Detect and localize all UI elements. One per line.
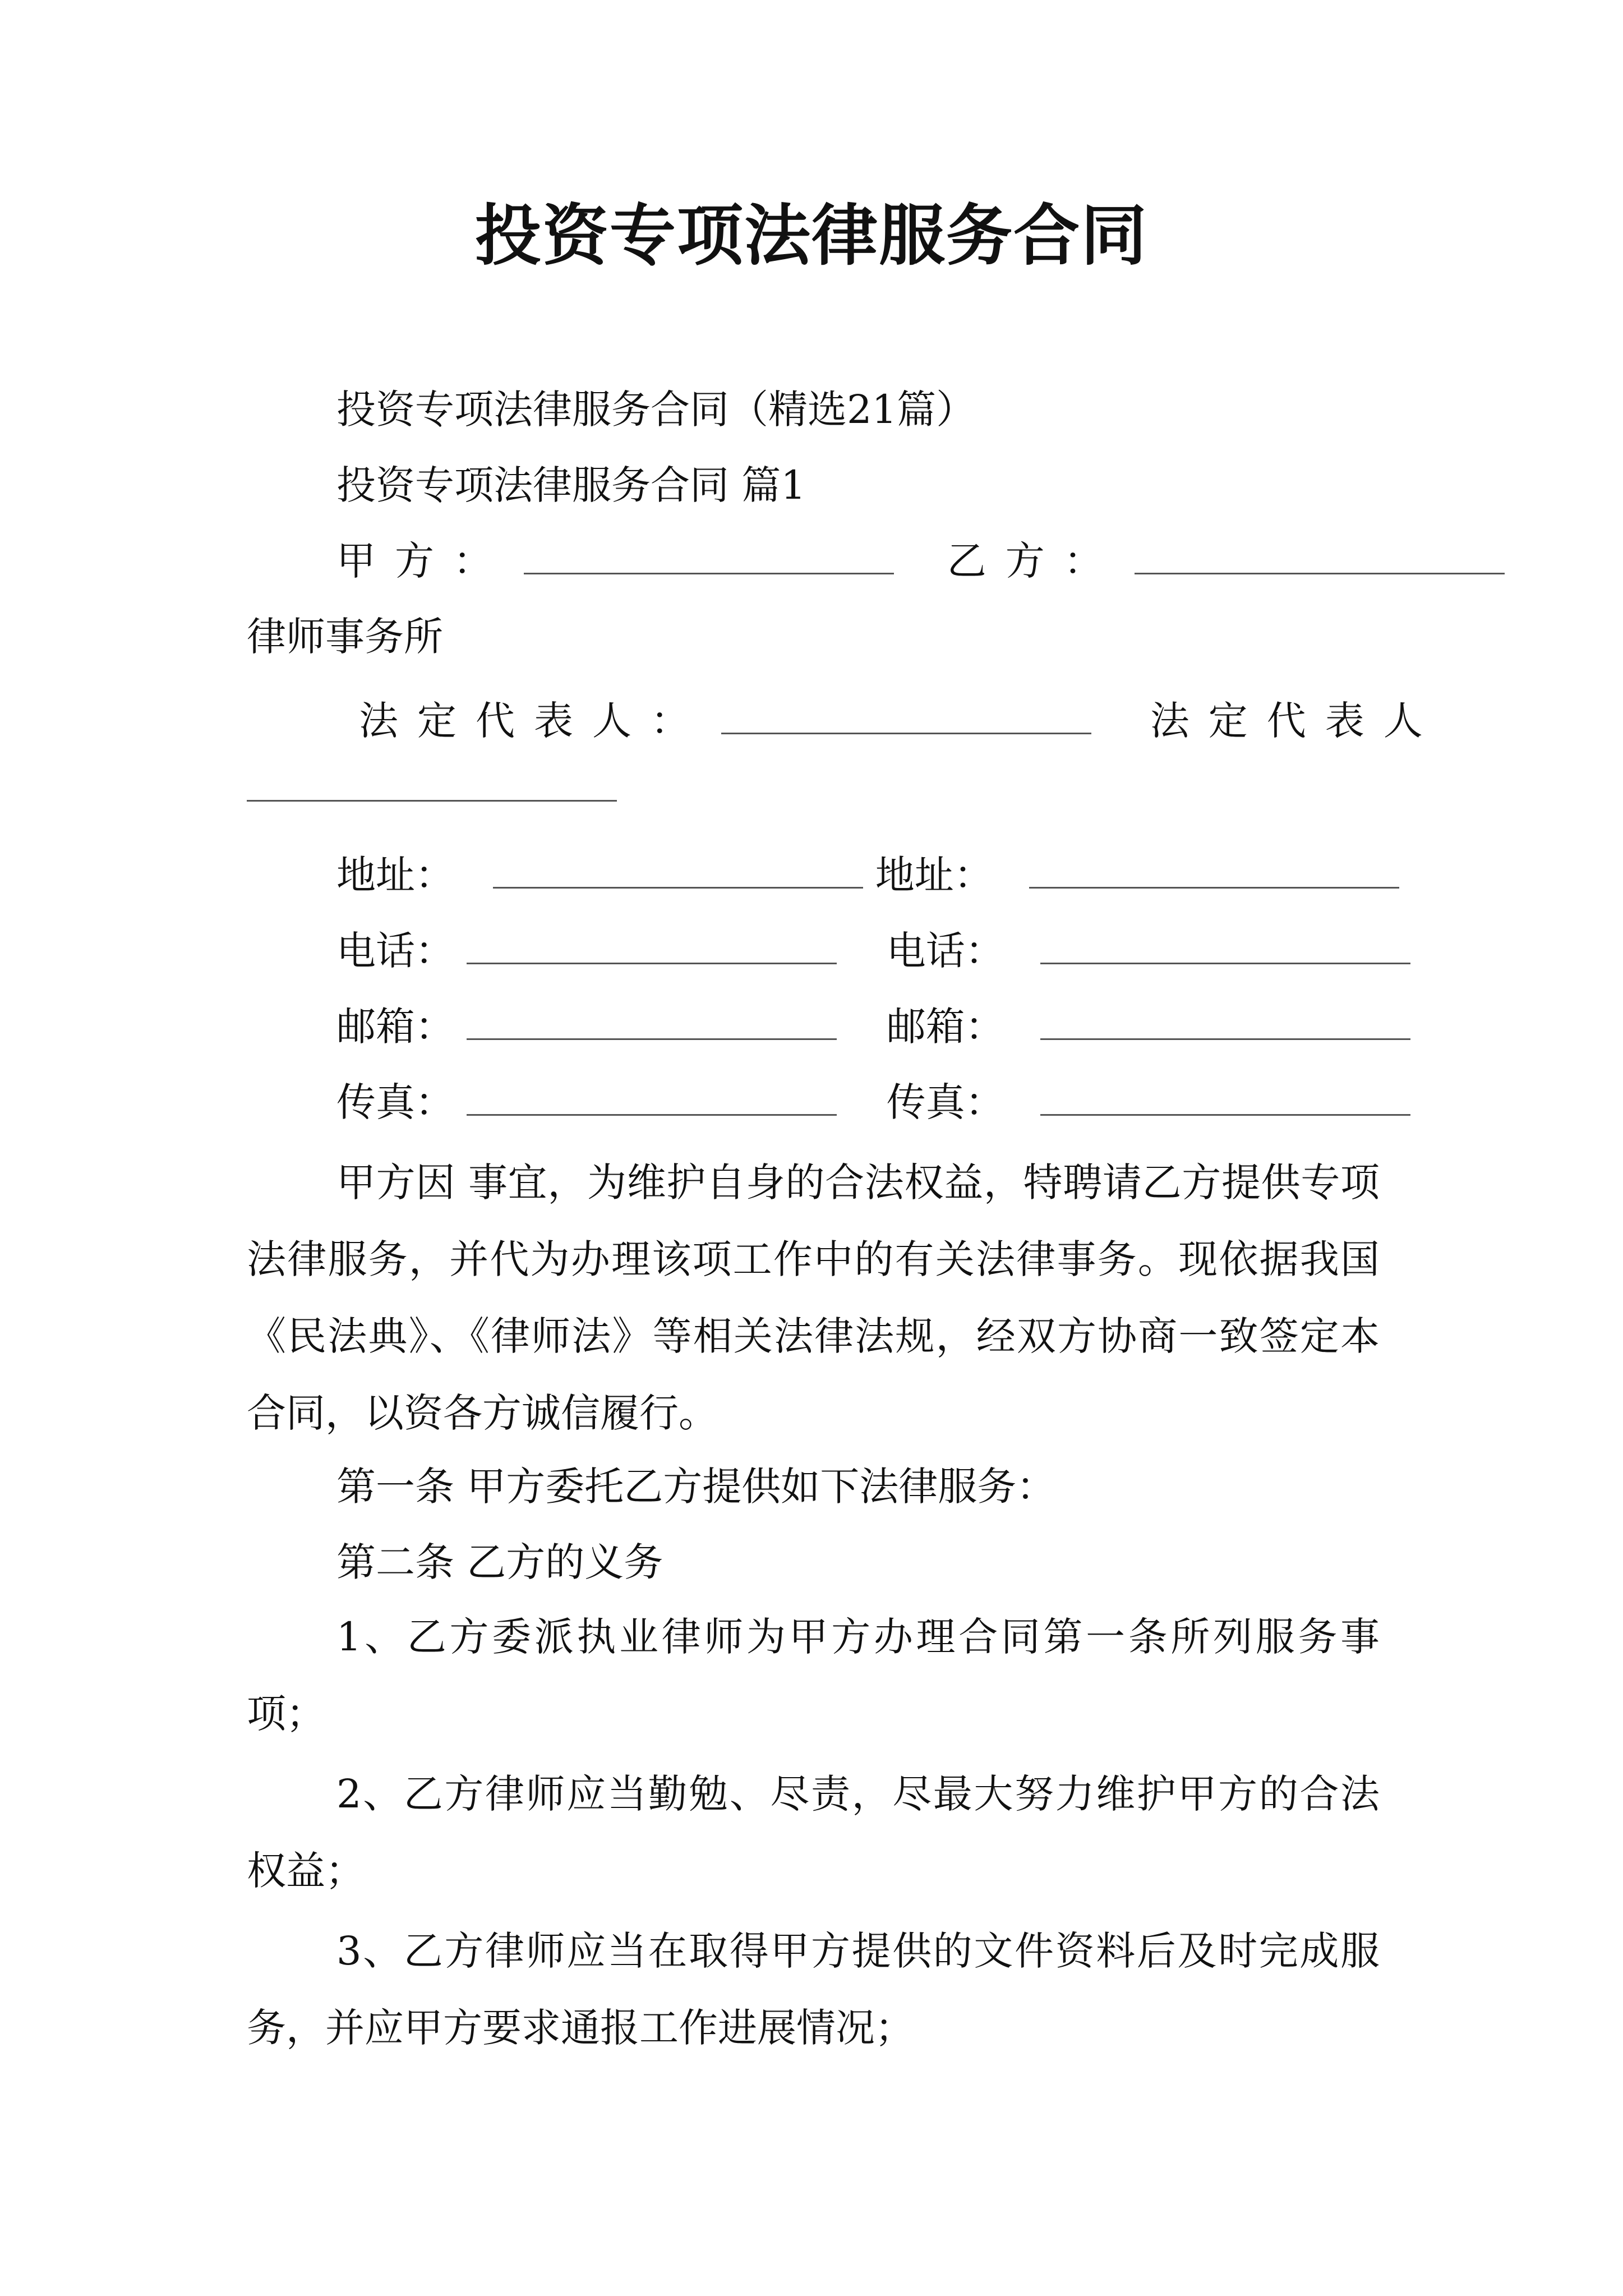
section-heading: 投资专项法律服务合同 篇1 xyxy=(336,462,806,508)
document-title: 投资专项法律服务合同 xyxy=(474,196,1148,274)
legal-rep-b-label: 法定代表人 xyxy=(1150,698,1442,744)
fax-a-blank[interactable] xyxy=(467,1075,837,1116)
address-a-label: 地址： xyxy=(336,852,454,898)
article-2: 第二条 乙方的义务 xyxy=(336,1539,663,1585)
fax-b-blank[interactable] xyxy=(1040,1075,1410,1116)
email-row xyxy=(336,999,1410,1055)
email-a-blank[interactable] xyxy=(467,999,837,1040)
email-b-blank[interactable] xyxy=(1040,999,1410,1040)
legal-rep-row xyxy=(359,693,1442,749)
legal-rep-b-row xyxy=(247,760,617,816)
article-2-item-2: 2、乙方律师应当勤勉、尽责，尽最大努力维护甲方的合法权益； xyxy=(247,1771,1380,1894)
party-b-blank[interactable] xyxy=(1135,533,1505,574)
subtitle: 投资专项法律服务合同（精选21篇） xyxy=(336,386,976,432)
phone-a-label: 电话： xyxy=(336,928,454,974)
party-b-label: 乙方： xyxy=(947,538,1122,584)
law-firm-label: 律师事务所 xyxy=(247,614,443,660)
intro-paragraph: 甲方因 事宜，为维护自身的合法权益，特聘请乙方提供专项法律服务，并代为办理该项工作中的有关法律事务。现依据我国《民法典》、《律师法》等相关法律法规，经双方协商一致签定本合同，以资各方诚信履行。 xyxy=(247,1159,1380,1436)
legal-rep-b-blank[interactable] xyxy=(247,761,617,802)
fax-b-label: 传真： xyxy=(886,1079,1004,1125)
address-b-label: 地址： xyxy=(875,852,993,898)
party-a-blank[interactable] xyxy=(524,533,894,574)
address-b-blank[interactable] xyxy=(1029,848,1399,889)
phone-row xyxy=(336,923,1410,979)
legal-rep-a-blank[interactable] xyxy=(721,693,1091,734)
fax-a-label: 传真： xyxy=(336,1079,454,1125)
party-a-label: 甲方： xyxy=(336,538,511,584)
legal-rep-a-label: 法定代表人： xyxy=(359,698,709,744)
party-row xyxy=(336,533,1505,589)
fax-row xyxy=(336,1074,1410,1130)
address-row xyxy=(336,847,1399,903)
article-1: 第一条 甲方委托乙方提供如下法律服务： xyxy=(336,1464,1056,1510)
address-a-blank[interactable] xyxy=(493,848,863,889)
article-2-item-3: 3、乙方律师应当在取得甲方提供的文件资料后及时完成服务，并应甲方要求通报工作进展情况； xyxy=(247,1928,1380,2051)
email-a-label: 邮箱： xyxy=(336,1004,454,1050)
phone-b-blank[interactable] xyxy=(1040,923,1410,964)
phone-b-label: 电话： xyxy=(886,928,1004,974)
phone-a-blank[interactable] xyxy=(467,923,837,964)
article-2-item-1: 1、乙方委派执业律师为甲方办理合同第一条所列服务事项； xyxy=(247,1614,1380,1737)
email-b-label: 邮箱： xyxy=(886,1004,1004,1050)
